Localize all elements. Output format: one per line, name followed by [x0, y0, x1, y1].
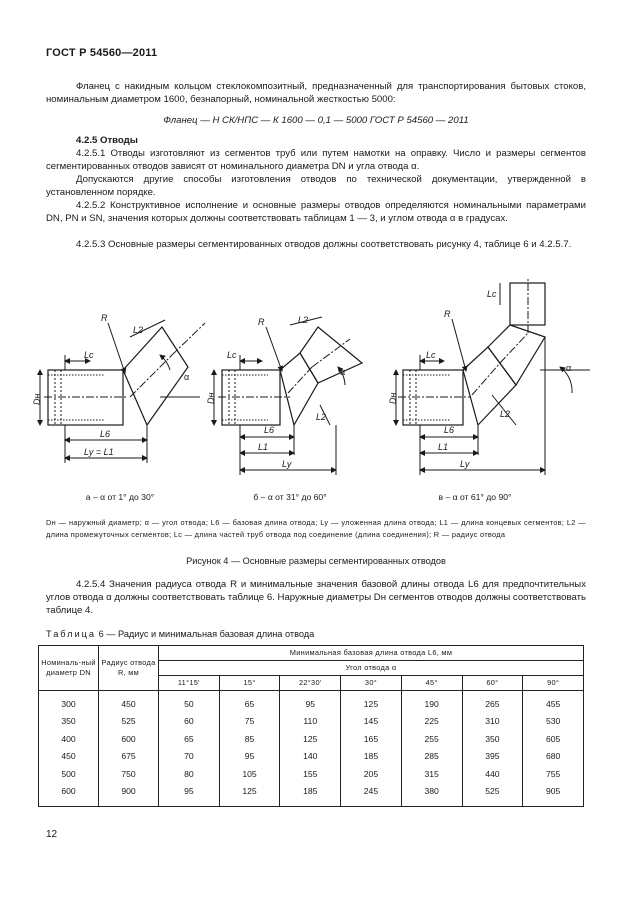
- cell: 450: [39, 748, 99, 766]
- table-title-word: Таблица: [46, 629, 97, 639]
- cell: 65: [219, 691, 280, 713]
- svg-text:L6: L6: [264, 425, 275, 435]
- svg-text:α: α: [566, 363, 572, 373]
- paragraph-4-2-5-2: 4.2.5.2 Конструктивное исполнение и основные размеры отводов определяются номинальными параметрами DN, PN и SN, значения которых должны соответствовать таблицам 1 — 3, и углом отвода α в градусах.: [46, 200, 586, 224]
- svg-text:Lc: Lc: [84, 350, 94, 360]
- drawing-a-labels: [32, 313, 189, 457]
- svg-text:R: R: [444, 309, 451, 319]
- cell: 95: [219, 748, 280, 766]
- cell: 70: [159, 748, 220, 766]
- cell: 225: [401, 713, 462, 731]
- subcaption-c: в – α от 61° до 90°: [438, 492, 512, 502]
- svg-text:Lc: Lc: [487, 289, 497, 299]
- subcaption-a: а – α от 1° до 30°: [85, 492, 155, 502]
- svg-text:Lc: Lc: [426, 350, 436, 360]
- cell: 675: [99, 748, 159, 766]
- svg-text:R: R: [258, 317, 265, 327]
- cell: 80: [159, 765, 220, 783]
- table-6: [38, 645, 584, 807]
- svg-text:L6: L6: [444, 425, 455, 435]
- cell: 205: [341, 765, 402, 783]
- cell: 185: [280, 783, 341, 807]
- table-row: [39, 691, 584, 713]
- table-title: [46, 629, 314, 639]
- table-row: [39, 765, 584, 783]
- angle-col: 90°: [523, 676, 584, 691]
- drawing-c-labels: [388, 289, 571, 469]
- section-heading: 4.2.5 Отводы: [76, 135, 138, 146]
- svg-text:L1: L1: [438, 442, 449, 452]
- cell: 75: [219, 713, 280, 731]
- cell: 400: [39, 730, 99, 748]
- angle-col: 11°15': [159, 676, 220, 691]
- svg-text:α: α: [340, 367, 346, 377]
- angle-col: 22°30': [280, 676, 341, 691]
- cell: 395: [462, 748, 523, 766]
- page-number: 12: [46, 829, 58, 840]
- drawing-a: [40, 320, 205, 463]
- cell: 165: [341, 730, 402, 748]
- cell: 525: [462, 783, 523, 807]
- figure-legend: Dн — наружный диаметр; α — угол отвода; L6 — базовая длина отвода; Ly — уложенная длина отвода; L1 — длина концевых сегментов; L2 — длина промежуточных сегментов; Lc — длина частей труб отвода под соединение (длина соединения); R — радиус отвода: [46, 518, 586, 539]
- table-row: [39, 713, 584, 731]
- cell: 680: [523, 748, 584, 766]
- figure-caption: Рисунок 4 — Основные размеры сегментированных отводов: [186, 556, 446, 566]
- cell: 285: [401, 748, 462, 766]
- cell: 65: [159, 730, 220, 748]
- cell: 255: [401, 730, 462, 748]
- cell: 750: [99, 765, 159, 783]
- cell: 605: [523, 730, 584, 748]
- svg-text:Dн: Dн: [388, 392, 398, 404]
- svg-text:Ly: Ly: [460, 459, 470, 469]
- angle-col: 45°: [401, 676, 462, 691]
- angle-col: 60°: [462, 676, 523, 691]
- cell: 380: [401, 783, 462, 807]
- svg-text:Dн: Dн: [206, 392, 216, 404]
- cell: 265: [462, 691, 523, 713]
- cell: 900: [99, 783, 159, 807]
- svg-text:L1: L1: [258, 442, 269, 452]
- cell: 145: [341, 713, 402, 731]
- cell: 155: [280, 765, 341, 783]
- cell: 755: [523, 765, 584, 783]
- cell: 450: [99, 691, 159, 713]
- svg-text:R: R: [101, 313, 108, 323]
- cell: 245: [341, 783, 402, 807]
- table-title-rest: 6 — Радиус и минимальная базовая длина отвода: [98, 629, 315, 639]
- cell: 455: [523, 691, 584, 713]
- paragraph-4-2-5-3: 4.2.5.3 Основные размеры сегментированных отводов должны соответствовать рисунку 4, таблице 6 и 4.2.5.7.: [76, 239, 572, 250]
- intro-paragraph: Фланец с накидным кольцом стеклокомпозитный, предназначенный для транспортирования бытовых стоков, номинальным диаметром 1600, безнапорный, номинальной жесткостью 5000:: [46, 81, 586, 105]
- svg-text:Dн: Dн: [32, 393, 42, 405]
- subcaption-b: б – α от 31° до 60°: [253, 492, 327, 502]
- cell: 85: [219, 730, 280, 748]
- svg-text:L6: L6: [100, 429, 111, 439]
- cell: 60: [159, 713, 220, 731]
- paragraph-4-2-5-4: 4.2.5.4 Значения радиуса отвода R и минимальные значения базовой длины отвода L6 для предпочтительных углов отвода α должны соответствовать таблице 6. Наружные диаметры Dн сегментов отводов должны соответствовать таблице 4.: [46, 579, 586, 616]
- cell: 440: [462, 765, 523, 783]
- cell: 500: [39, 765, 99, 783]
- cell: 905: [523, 783, 584, 807]
- header-angle: Угол отвода α: [159, 661, 584, 676]
- svg-text:Ly: Ly: [282, 459, 292, 469]
- cell: 190: [401, 691, 462, 713]
- flange-designation: Фланец — Н СК/НПС — К 1600 — 0,1 — 5000 ГОСТ Р 54560 — 2011: [163, 115, 469, 126]
- svg-text:α: α: [184, 372, 190, 382]
- table-row: [39, 748, 584, 766]
- svg-text:L2: L2: [298, 315, 309, 325]
- cell: 50: [159, 691, 220, 713]
- cell: 125: [341, 691, 402, 713]
- cell: 525: [99, 713, 159, 731]
- svg-text:Lc: Lc: [227, 350, 237, 360]
- cell: 105: [219, 765, 280, 783]
- cell: 125: [219, 783, 280, 807]
- drawing-c: [396, 277, 590, 475]
- header-dn: Номиналь-ный диаметр DN: [39, 646, 99, 691]
- table-row: [39, 783, 584, 807]
- standard-header: ГОСТ Р 54560—2011: [46, 47, 158, 59]
- angle-col: 15°: [219, 676, 280, 691]
- drawing-b-labels: [206, 315, 345, 469]
- svg-text:L2: L2: [316, 412, 327, 422]
- paragraph-4-2-5-1: 4.2.5.1 Отводы изготовляют из сегментов труб или путем намотки на оправку. Число и размеры сегментов сегментированных отводов зависят от номинального диаметра DN и угла отвода α.: [46, 148, 586, 172]
- cell: 350: [462, 730, 523, 748]
- paragraph-alternative-methods: Допускаются другие способы изготовления отводов по технической документации, утвержденной в установленном порядке.: [46, 174, 586, 198]
- cell: 600: [99, 730, 159, 748]
- cell: 300: [39, 691, 99, 713]
- cell: 95: [280, 691, 341, 713]
- cell: 140: [280, 748, 341, 766]
- svg-text:L2: L2: [500, 409, 511, 419]
- header-radius: Радиус отвода R, мм: [99, 646, 159, 691]
- angle-col: 30°: [341, 676, 402, 691]
- header-min-length: Минимальная базовая длина отвода L6, мм: [159, 646, 584, 661]
- cell: 95: [159, 783, 220, 807]
- bend-drawings: [0, 275, 630, 490]
- cell: 530: [523, 713, 584, 731]
- svg-text:L2: L2: [133, 325, 144, 335]
- cell: 600: [39, 783, 99, 807]
- drawing-b: [214, 317, 362, 475]
- svg-text:Ly = L1: Ly = L1: [84, 447, 114, 457]
- cell: 110: [280, 713, 341, 731]
- table-row: [39, 730, 584, 748]
- cell: 185: [341, 748, 402, 766]
- cell: 350: [39, 713, 99, 731]
- cell: 315: [401, 765, 462, 783]
- cell: 310: [462, 713, 523, 731]
- cell: 125: [280, 730, 341, 748]
